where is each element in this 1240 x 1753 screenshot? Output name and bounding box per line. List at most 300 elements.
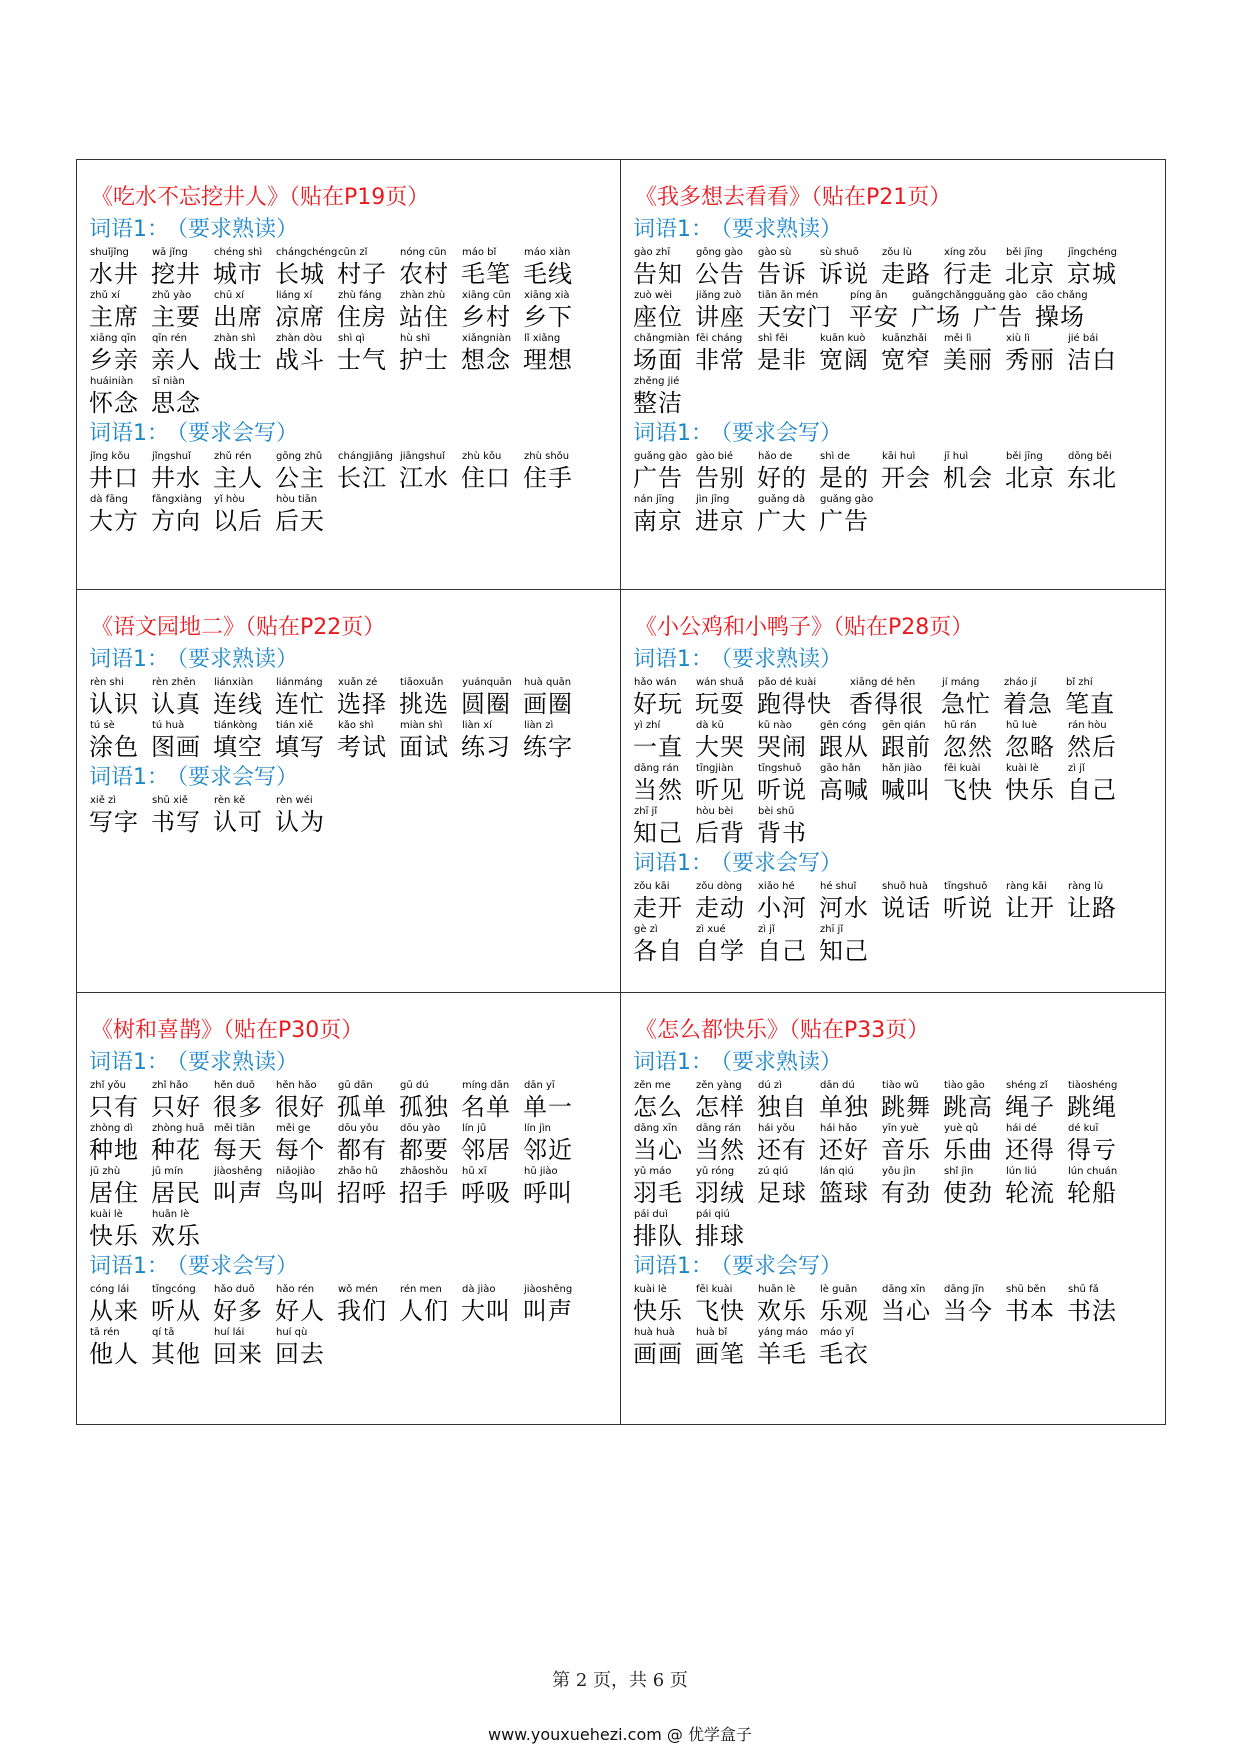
hanzi: 跳绳 xyxy=(1067,1093,1117,1121)
hanzi: 都有 xyxy=(337,1136,387,1164)
vocab-word xyxy=(151,676,213,719)
pinyin: fēi kuài xyxy=(696,1284,733,1295)
hanzi: 站住 xyxy=(399,303,449,331)
vocab-word xyxy=(337,676,399,719)
hanzi: 画笔 xyxy=(695,1340,745,1368)
pinyin: dān dú xyxy=(820,1080,855,1091)
section-heading xyxy=(89,1251,610,1283)
hanzi: 住手 xyxy=(523,464,573,492)
hanzi: 自己 xyxy=(1067,776,1117,804)
pinyin: nóng cūn xyxy=(400,247,447,258)
pinyin: zháo jí xyxy=(1004,677,1037,688)
pinyin: jiǎng zuò xyxy=(696,290,742,301)
vocab-word xyxy=(151,794,213,837)
vocab-word xyxy=(275,1165,337,1208)
pinyin: dōu yǒu xyxy=(338,1123,379,1134)
hanzi: 方向 xyxy=(151,507,201,535)
hanzi: 涂色 xyxy=(89,733,139,761)
hanzi: 欢乐 xyxy=(757,1297,807,1325)
section-label: 词语1： xyxy=(89,647,169,672)
pinyin: kǎo shì xyxy=(338,720,374,731)
section-heading xyxy=(633,214,1155,246)
pinyin: ràng kāi xyxy=(1006,881,1047,892)
pinyin: dāng jīn xyxy=(944,1284,985,1295)
vocab-word xyxy=(695,332,757,375)
hanzi: 城市 xyxy=(213,260,263,288)
lesson-title: 《树和喜鹊》（贴在P30页） xyxy=(91,1018,364,1043)
hanzi: 听从 xyxy=(151,1297,201,1325)
pinyin: huān lè xyxy=(758,1284,796,1295)
word-list xyxy=(89,1283,610,1369)
hanzi: 知己 xyxy=(633,819,683,847)
vocab-word xyxy=(881,332,943,375)
hanzi: 有劲 xyxy=(881,1179,931,1207)
hanzi: 乡村 xyxy=(461,303,511,331)
section-heading xyxy=(633,1251,1155,1283)
vocab-word xyxy=(337,719,399,762)
pinyin: xiǎngniàn xyxy=(462,333,512,344)
hanzi: 洁白 xyxy=(1067,346,1117,374)
section-requirement: （要求会写） xyxy=(721,851,843,876)
pinyin: rén men xyxy=(400,1284,442,1295)
hanzi: 战斗 xyxy=(275,346,325,374)
lesson-card xyxy=(621,590,1166,993)
pinyin: gōng gào xyxy=(696,247,743,258)
vocab-word xyxy=(461,246,523,289)
vocab-word xyxy=(1005,719,1067,762)
hanzi: 跟前 xyxy=(881,733,931,761)
hanzi: 场面 xyxy=(633,346,683,374)
hanzi: 跳舞 xyxy=(881,1093,931,1121)
pinyin: hǎo de xyxy=(758,451,793,462)
hanzi: 毛衣 xyxy=(819,1340,869,1368)
pinyin: cóng lái xyxy=(90,1284,130,1295)
pinyin: guǎng gào xyxy=(974,290,1028,301)
vocab-word xyxy=(213,289,275,332)
hanzi: 整洁 xyxy=(633,389,683,417)
pinyin: qīn rén xyxy=(152,333,188,344)
hanzi: 农村 xyxy=(399,260,449,288)
pinyin: hū luè xyxy=(1006,720,1038,731)
pinyin: rèn zhēn xyxy=(152,677,196,688)
pinyin: pái qiú xyxy=(696,1209,730,1220)
pinyin: dà jiào xyxy=(462,1284,496,1295)
section-heading xyxy=(633,848,1155,880)
vocab-word xyxy=(151,1326,213,1369)
hanzi: 挖井 xyxy=(151,260,201,288)
vocab-word xyxy=(819,1079,881,1122)
hanzi: 当然 xyxy=(695,1136,745,1164)
vocab-word xyxy=(757,332,819,375)
hanzi: 得亏 xyxy=(1067,1136,1117,1164)
pinyin: qí tā xyxy=(152,1327,175,1338)
pinyin: liáng xí xyxy=(276,290,313,301)
vocab-word xyxy=(399,450,461,493)
vocab-word xyxy=(819,1283,881,1326)
hanzi: 欢乐 xyxy=(151,1222,201,1250)
hanzi: 还有 xyxy=(757,1136,807,1164)
pinyin: yuánquān xyxy=(462,677,512,688)
pinyin: zhǐ yǒu xyxy=(90,1080,126,1091)
vocab-word xyxy=(461,676,523,719)
pinyin: zhī jǐ xyxy=(820,924,844,935)
hanzi: 足球 xyxy=(757,1179,807,1207)
vocab-word xyxy=(461,332,523,375)
section-requirement: （要求熟读） xyxy=(177,217,299,242)
pinyin: shì fēi xyxy=(758,333,788,344)
pinyin: xíng zǒu xyxy=(944,247,987,258)
vocab-word xyxy=(275,332,337,375)
pinyin: xiāng cūn xyxy=(462,290,511,301)
vocab-word xyxy=(1005,1079,1067,1122)
vocab-word xyxy=(523,1165,585,1208)
pinyin: yì zhí xyxy=(634,720,661,731)
pinyin: dāng xīn xyxy=(882,1284,926,1295)
vocab-word xyxy=(89,1326,151,1369)
hanzi: 好的 xyxy=(757,464,807,492)
hanzi: 各自 xyxy=(633,937,683,965)
hanzi: 平安 xyxy=(849,303,899,331)
hanzi: 邻居 xyxy=(461,1136,511,1164)
pinyin: huà quān xyxy=(524,677,572,688)
vocab-word xyxy=(213,1079,275,1122)
vocab-word xyxy=(1067,719,1129,762)
hanzi: 快乐 xyxy=(1005,776,1055,804)
vocab-word xyxy=(275,450,337,493)
vocab-word xyxy=(633,880,695,923)
vocab-word xyxy=(881,450,943,493)
pinyin: bǐ zhí xyxy=(1066,677,1093,688)
vocab-word xyxy=(1005,1283,1067,1326)
hanzi: 玩耍 xyxy=(695,690,745,718)
word-list xyxy=(633,676,1155,848)
lesson-title: 《小公鸡和小鸭子》（贴在P28页） xyxy=(635,615,974,640)
hanzi: 讲座 xyxy=(695,303,745,331)
lesson-title: 《我多想去看看》（贴在P21页） xyxy=(635,185,952,210)
vocab-word xyxy=(399,332,461,375)
vocab-word xyxy=(461,719,523,762)
section-label: 词语1： xyxy=(89,765,169,790)
hanzi: 江水 xyxy=(399,464,449,492)
hanzi: 乐曲 xyxy=(943,1136,993,1164)
pinyin: hū jiào xyxy=(524,1166,558,1177)
word-list xyxy=(633,880,1155,966)
hanzi: 连忙 xyxy=(275,690,325,718)
pinyin: hěn hǎo xyxy=(276,1080,317,1091)
vocab-word xyxy=(973,289,1035,332)
hanzi: 操场 xyxy=(1035,303,1085,331)
pinyin: lǐ xiǎng xyxy=(524,333,561,344)
vocab-word xyxy=(461,450,523,493)
pinyin: hòu bèi xyxy=(696,806,734,817)
pinyin: sī niàn xyxy=(152,376,185,387)
vocab-word xyxy=(819,719,881,762)
vocab-word xyxy=(943,880,1005,923)
hanzi: 井口 xyxy=(89,464,139,492)
vocab-word xyxy=(695,1079,757,1122)
hanzi: 长江 xyxy=(337,464,387,492)
vocab-word xyxy=(523,676,585,719)
hanzi: 公告 xyxy=(695,260,745,288)
section-heading xyxy=(89,418,610,450)
vocab-word xyxy=(523,450,585,493)
section-label: 词语1： xyxy=(633,217,713,242)
vocab-word xyxy=(819,880,881,923)
pinyin: hái dé xyxy=(1006,1123,1037,1134)
pinyin: lún liú xyxy=(1006,1166,1037,1177)
vocab-word xyxy=(337,246,399,289)
vocab-word xyxy=(151,246,213,289)
vocab-word xyxy=(275,676,337,719)
hanzi: 选择 xyxy=(337,690,387,718)
hanzi: 忽略 xyxy=(1005,733,1055,761)
hanzi: 好人 xyxy=(275,1297,325,1325)
pinyin: hù shì xyxy=(400,333,431,344)
pinyin: jǐngshuǐ xyxy=(152,451,191,462)
vocab-word xyxy=(399,1165,461,1208)
hanzi: 跳高 xyxy=(943,1093,993,1121)
pinyin: liánmáng xyxy=(276,677,323,688)
section-label: 词语1： xyxy=(633,647,713,672)
vocab-word xyxy=(757,1283,819,1326)
hanzi: 好多 xyxy=(213,1297,263,1325)
vocab-word xyxy=(89,1165,151,1208)
pinyin: gōng zhǔ xyxy=(276,451,323,462)
pinyin: guǎng gào xyxy=(820,494,874,505)
pinyin: hòu tiān xyxy=(276,494,318,505)
pinyin: lín jū xyxy=(462,1123,487,1134)
pinyin: pǎo dé kuài xyxy=(758,677,817,688)
hanzi: 绳子 xyxy=(1005,1093,1055,1121)
vocab-word xyxy=(275,493,337,536)
hanzi: 哭闹 xyxy=(757,733,807,761)
pinyin: zhǔ yào xyxy=(152,290,192,301)
vocab-word xyxy=(399,246,461,289)
pinyin: zǒu kāi xyxy=(634,881,670,892)
hanzi: 走开 xyxy=(633,894,683,922)
hanzi: 认可 xyxy=(213,808,263,836)
hanzi: 单一 xyxy=(523,1093,573,1121)
section-requirement: （要求会写） xyxy=(177,421,299,446)
section-label: 词语1： xyxy=(89,1254,169,1279)
hanzi: 乡亲 xyxy=(89,346,139,374)
vocab-word xyxy=(1067,1165,1129,1208)
hanzi: 人们 xyxy=(399,1297,449,1325)
hanzi: 井水 xyxy=(151,464,201,492)
hanzi: 非常 xyxy=(695,346,745,374)
hanzi: 飞快 xyxy=(695,1297,745,1325)
hanzi: 告诉 xyxy=(757,260,807,288)
hanzi: 羊毛 xyxy=(757,1340,807,1368)
hanzi: 天安门 xyxy=(757,303,832,331)
page-number: 第 2 页，共 6 页 xyxy=(552,1670,688,1691)
hanzi: 诉说 xyxy=(819,260,869,288)
vocab-card-grid xyxy=(76,159,1166,1425)
vocab-word xyxy=(757,493,819,536)
section-requirement: （要求熟读） xyxy=(721,1050,843,1075)
pinyin: rán hòu xyxy=(1068,720,1107,731)
hanzi: 他人 xyxy=(89,1340,139,1368)
pinyin: xuǎn zé xyxy=(338,677,378,688)
hanzi: 认为 xyxy=(275,808,325,836)
hanzi: 很好 xyxy=(275,1093,325,1121)
vocab-word xyxy=(213,493,275,536)
hanzi: 鸟叫 xyxy=(275,1179,325,1207)
pinyin: kuài lè xyxy=(90,1209,123,1220)
section-heading xyxy=(89,1047,610,1079)
pinyin: jī huì xyxy=(944,451,969,462)
hanzi: 面试 xyxy=(399,733,449,761)
hanzi: 图画 xyxy=(151,733,201,761)
hanzi: 篮球 xyxy=(819,1179,869,1207)
pinyin: tiàoshéng xyxy=(1068,1080,1118,1091)
vocab-word xyxy=(633,1079,695,1122)
hanzi: 后背 xyxy=(695,819,745,847)
vocab-word xyxy=(337,1079,399,1122)
vocab-word xyxy=(523,332,585,375)
pinyin: huà bǐ xyxy=(696,1327,728,1338)
pinyin: gào sù xyxy=(758,247,792,258)
section-requirement: （要求会写） xyxy=(721,1254,843,1279)
pinyin: guǎng gào xyxy=(634,451,688,462)
vocab-word xyxy=(1067,1122,1129,1165)
vocab-word xyxy=(151,1079,213,1122)
lesson-card xyxy=(77,160,621,590)
hanzi: 广大 xyxy=(757,507,807,535)
pinyin: dà kū xyxy=(696,720,724,731)
hanzi: 告别 xyxy=(695,464,745,492)
pinyin: liánxiàn xyxy=(214,677,254,688)
vocab-word xyxy=(633,1122,695,1165)
vocab-word xyxy=(89,493,151,536)
vocab-word xyxy=(1067,762,1129,805)
pinyin: máo yī xyxy=(820,1327,854,1338)
vocab-word xyxy=(633,676,695,719)
pinyin: fēi kuài xyxy=(944,763,981,774)
pinyin: liàn zì xyxy=(524,720,554,731)
hanzi: 填空 xyxy=(213,733,263,761)
hanzi: 护士 xyxy=(399,346,449,374)
pinyin: hái hǎo xyxy=(820,1123,858,1134)
pinyin: yáng máo xyxy=(758,1327,808,1338)
pinyin: zhī jǐ xyxy=(634,806,658,817)
vocab-word xyxy=(151,1208,213,1251)
pinyin: chū xí xyxy=(214,290,245,301)
hanzi: 小河 xyxy=(757,894,807,922)
pinyin: kuài lè xyxy=(634,1284,667,1295)
hanzi: 连线 xyxy=(213,690,263,718)
section-heading xyxy=(89,644,610,676)
vocab-word xyxy=(695,450,757,493)
lesson-card xyxy=(621,993,1166,1425)
vocab-word xyxy=(633,450,695,493)
pinyin: hé shuǐ xyxy=(820,881,857,892)
vocab-word xyxy=(275,246,337,289)
lesson-card xyxy=(77,590,621,993)
hanzi: 每天 xyxy=(213,1136,263,1164)
hanzi: 听见 xyxy=(695,776,745,804)
vocab-word xyxy=(943,246,1005,289)
vocab-word xyxy=(1005,246,1067,289)
pinyin: xiě zì xyxy=(90,795,117,806)
pinyin: jǐng kǒu xyxy=(90,451,130,462)
pinyin: běi jīng xyxy=(1006,451,1043,462)
hanzi: 只有 xyxy=(89,1093,139,1121)
vocab-word xyxy=(89,246,151,289)
pinyin: wán shuǎ xyxy=(696,677,744,688)
pinyin: zhàn dòu xyxy=(276,333,323,344)
vocab-word xyxy=(213,719,275,762)
hanzi: 听说 xyxy=(943,894,993,922)
vocab-word xyxy=(89,1122,151,1165)
vocab-word xyxy=(695,493,757,536)
vocab-word xyxy=(881,1165,943,1208)
pinyin: gāo hǎn xyxy=(820,763,861,774)
pinyin: yǐ hòu xyxy=(214,494,245,505)
vocab-word xyxy=(1005,880,1067,923)
hanzi: 书本 xyxy=(1005,1297,1055,1325)
pinyin: kuài lè xyxy=(1006,763,1039,774)
vocab-word xyxy=(1067,450,1129,493)
hanzi: 出席 xyxy=(213,303,263,331)
pinyin: zhāo hū xyxy=(338,1166,378,1177)
hanzi: 孤单 xyxy=(337,1093,387,1121)
vocab-word xyxy=(943,1283,1005,1326)
vocab-word xyxy=(399,289,461,332)
vocab-word xyxy=(881,880,943,923)
hanzi: 跟从 xyxy=(819,733,869,761)
pinyin: miàn shì xyxy=(400,720,443,731)
hanzi: 认识 xyxy=(89,690,139,718)
hanzi: 住房 xyxy=(337,303,387,331)
pinyin: tián xiě xyxy=(276,720,314,731)
lesson-card xyxy=(621,160,1166,590)
pinyin: hǎn jiào xyxy=(882,763,922,774)
vocab-word xyxy=(275,1079,337,1122)
hanzi: 广告 xyxy=(819,507,869,535)
pinyin: tīngcóng xyxy=(152,1284,196,1295)
pinyin: guǎng dà xyxy=(758,494,806,505)
hanzi: 进京 xyxy=(695,507,745,535)
pinyin: píng ān xyxy=(850,290,888,301)
pinyin: dāng rán xyxy=(634,763,679,774)
hanzi: 公主 xyxy=(275,464,325,492)
vocab-word xyxy=(633,246,695,289)
hanzi: 还得 xyxy=(1005,1136,1055,1164)
word-list xyxy=(89,450,610,536)
hanzi: 练习 xyxy=(461,733,511,761)
vocab-word xyxy=(695,719,757,762)
hanzi: 招手 xyxy=(399,1179,449,1207)
pinyin: zhāoshǒu xyxy=(400,1166,448,1177)
pinyin: zhěng jié xyxy=(634,376,680,387)
pinyin: chéng shì xyxy=(214,247,263,258)
hanzi: 孤独 xyxy=(399,1093,449,1121)
pinyin: gào bié xyxy=(696,451,734,462)
hanzi: 名单 xyxy=(461,1093,511,1121)
pinyin: tiān ān mén xyxy=(758,290,819,301)
pinyin: gēn cóng xyxy=(820,720,867,731)
hanzi: 以后 xyxy=(213,507,263,535)
vocab-word xyxy=(89,1208,151,1251)
vocab-word xyxy=(1065,676,1127,719)
vocab-word xyxy=(943,762,1005,805)
vocab-word xyxy=(399,1283,461,1326)
hanzi: 轮船 xyxy=(1067,1179,1117,1207)
hanzi: 自学 xyxy=(695,937,745,965)
pinyin: shéng zǐ xyxy=(1006,1080,1048,1091)
hanzi: 大方 xyxy=(89,507,139,535)
